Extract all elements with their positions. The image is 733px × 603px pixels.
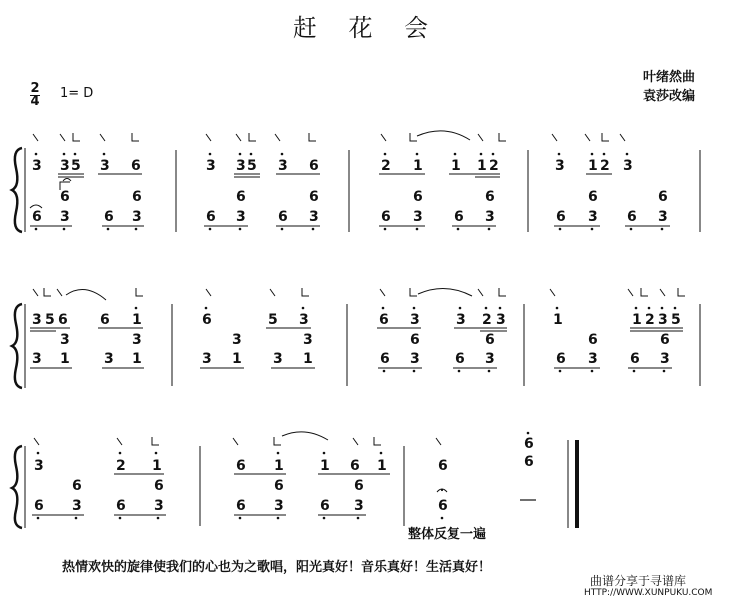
- svg-text:6: 6: [236, 458, 246, 474]
- brace: [12, 148, 22, 232]
- svg-text:6: 6: [350, 458, 360, 474]
- svg-text:1: 1: [232, 351, 242, 367]
- svg-text:6: 6: [116, 498, 126, 514]
- svg-text:3: 3: [413, 209, 423, 225]
- svg-text:1: 1: [553, 312, 563, 328]
- score-title: 赶 花 会: [292, 14, 441, 42]
- svg-text:3: 3: [132, 209, 142, 225]
- melody-line: [34, 436, 534, 474]
- svg-text:3: 3: [485, 209, 495, 225]
- svg-text:3: 3: [34, 458, 44, 474]
- svg-text:6: 6: [274, 478, 284, 494]
- accompaniment: [34, 478, 448, 514]
- svg-text:3: 3: [154, 498, 164, 514]
- svg-text:6: 6: [438, 498, 448, 514]
- lyric-line: 热情欢快的旋律使我们的心也为之歌唱，阳光真好！音乐真好！生活真好！: [62, 560, 492, 575]
- svg-text:1: 1: [152, 458, 162, 474]
- svg-text:6: 6: [32, 209, 42, 225]
- svg-text:3: 3: [206, 158, 216, 174]
- svg-text:3: 3: [299, 312, 309, 328]
- repeat-instruction: 整体反复一遍: [408, 527, 487, 542]
- svg-text:1: 1: [588, 158, 598, 174]
- footer-url: HTTP://WWW.XUNPUKU.COM: [584, 588, 713, 598]
- svg-text:3: 3: [354, 498, 364, 514]
- brace: [12, 446, 22, 528]
- svg-text:2: 2: [116, 458, 126, 474]
- svg-text:6: 6: [556, 209, 566, 225]
- svg-text:3: 3: [104, 351, 114, 367]
- composer-credit: 叶绪然曲: [642, 70, 695, 85]
- svg-text:6: 6: [630, 351, 640, 367]
- svg-text:6: 6: [379, 312, 389, 328]
- svg-text:6: 6: [524, 454, 534, 470]
- svg-text:3: 3: [100, 158, 110, 174]
- svg-text:6: 6: [380, 351, 390, 367]
- time-signature-bottom: 4: [30, 94, 40, 109]
- svg-text:3: 3: [456, 312, 466, 328]
- svg-text:3: 3: [236, 209, 246, 225]
- svg-text:3: 3: [303, 332, 313, 348]
- svg-text:3: 3: [410, 312, 420, 328]
- svg-text:6: 6: [627, 209, 637, 225]
- svg-text:6: 6: [320, 498, 330, 514]
- footer-source: 曲谱分享于寻谱库: [590, 574, 687, 588]
- svg-text:3: 3: [588, 351, 598, 367]
- system-2: [12, 288, 700, 388]
- svg-text:6: 6: [131, 158, 141, 174]
- melody-line: [32, 158, 633, 174]
- svg-text:6: 6: [278, 209, 288, 225]
- svg-text:3: 3: [309, 209, 319, 225]
- svg-text:6: 6: [100, 312, 110, 328]
- time-signature-top: 2: [30, 81, 40, 96]
- low-octave-dots: [37, 517, 444, 520]
- svg-text:1: 1: [132, 312, 142, 328]
- svg-text:1: 1: [377, 458, 387, 474]
- svg-text:2: 2: [645, 312, 655, 328]
- svg-text:3: 3: [658, 312, 668, 328]
- svg-text:6: 6: [34, 498, 44, 514]
- svg-text:1: 1: [413, 158, 423, 174]
- fingering-marks: [34, 437, 441, 445]
- svg-text:6: 6: [556, 351, 566, 367]
- svg-text:5: 5: [71, 158, 81, 174]
- svg-text:3: 3: [60, 158, 70, 174]
- slur: [282, 432, 328, 440]
- svg-text:5: 5: [268, 312, 278, 328]
- svg-text:1: 1: [303, 351, 313, 367]
- svg-text:3: 3: [555, 158, 565, 174]
- svg-text:6: 6: [58, 312, 68, 328]
- svg-text:6: 6: [485, 189, 495, 205]
- svg-text:6: 6: [455, 351, 465, 367]
- system-1: [12, 131, 700, 232]
- svg-text:1: 1: [632, 312, 642, 328]
- svg-text:6: 6: [413, 189, 423, 205]
- svg-text:6: 6: [588, 332, 598, 348]
- svg-text:5: 5: [247, 158, 257, 174]
- accompaniment: [32, 332, 670, 367]
- svg-text:6: 6: [309, 158, 319, 174]
- svg-text:6: 6: [236, 498, 246, 514]
- svg-text:3: 3: [32, 158, 42, 174]
- underlines: [58, 174, 612, 177]
- svg-text:6: 6: [60, 189, 70, 205]
- fingering-marks: [33, 133, 625, 141]
- svg-text:6: 6: [354, 478, 364, 494]
- svg-text:2: 2: [482, 312, 492, 328]
- svg-text:1: 1: [274, 458, 284, 474]
- svg-text:3: 3: [278, 158, 288, 174]
- svg-text:6: 6: [524, 436, 534, 452]
- svg-text:3: 3: [660, 351, 670, 367]
- key-signature: 1= D: [60, 86, 94, 101]
- svg-text:6: 6: [485, 332, 495, 348]
- svg-text:3: 3: [132, 332, 142, 348]
- svg-text:5: 5: [671, 312, 681, 328]
- svg-text:3: 3: [60, 209, 70, 225]
- svg-text:6: 6: [381, 209, 391, 225]
- svg-text:6: 6: [438, 458, 448, 474]
- svg-text:3: 3: [72, 498, 82, 514]
- svg-text:3: 3: [658, 209, 668, 225]
- melody-line: [32, 312, 681, 328]
- underlines: [30, 328, 683, 331]
- svg-text:3: 3: [32, 351, 42, 367]
- svg-text:1: 1: [320, 458, 330, 474]
- system-3: [12, 432, 577, 528]
- brace: [12, 304, 22, 388]
- svg-text:2: 2: [489, 158, 499, 174]
- fingering-marks: [33, 288, 685, 296]
- slur: [418, 288, 472, 296]
- svg-text:3: 3: [32, 312, 42, 328]
- svg-text:3: 3: [232, 332, 242, 348]
- svg-text:6: 6: [658, 189, 668, 205]
- svg-text:3: 3: [236, 158, 246, 174]
- svg-text:1: 1: [477, 158, 487, 174]
- svg-text:6: 6: [236, 189, 246, 205]
- svg-text:6: 6: [454, 209, 464, 225]
- svg-text:3: 3: [410, 351, 420, 367]
- svg-text:3: 3: [623, 158, 633, 174]
- svg-text:6: 6: [104, 209, 114, 225]
- svg-text:2: 2: [600, 158, 610, 174]
- svg-text:6: 6: [132, 189, 142, 205]
- svg-text:6: 6: [154, 478, 164, 494]
- svg-text:6: 6: [202, 312, 212, 328]
- svg-text:1: 1: [60, 351, 70, 367]
- svg-text:1: 1: [451, 158, 461, 174]
- slur: [417, 131, 470, 140]
- svg-text:6: 6: [410, 332, 420, 348]
- octave-dots: [35, 153, 629, 156]
- svg-text:2: 2: [381, 158, 391, 174]
- svg-text:6: 6: [72, 478, 82, 494]
- svg-text:3: 3: [588, 209, 598, 225]
- svg-text:3: 3: [485, 351, 495, 367]
- svg-text:5: 5: [45, 312, 55, 328]
- arranger-credit: 袁莎改编: [642, 89, 695, 104]
- svg-text:1: 1: [132, 351, 142, 367]
- accompaniment: [32, 189, 668, 225]
- svg-text:3: 3: [202, 351, 212, 367]
- svg-text:3: 3: [60, 332, 70, 348]
- svg-text:6: 6: [588, 189, 598, 205]
- svg-text:3: 3: [273, 351, 283, 367]
- slur: [66, 290, 106, 300]
- svg-text:6: 6: [206, 209, 216, 225]
- svg-text:6: 6: [309, 189, 319, 205]
- svg-text:6: 6: [660, 332, 670, 348]
- svg-text:3: 3: [496, 312, 506, 328]
- svg-text:3: 3: [274, 498, 284, 514]
- fermata-dot: [441, 489, 443, 491]
- octave-dots: [135, 307, 677, 310]
